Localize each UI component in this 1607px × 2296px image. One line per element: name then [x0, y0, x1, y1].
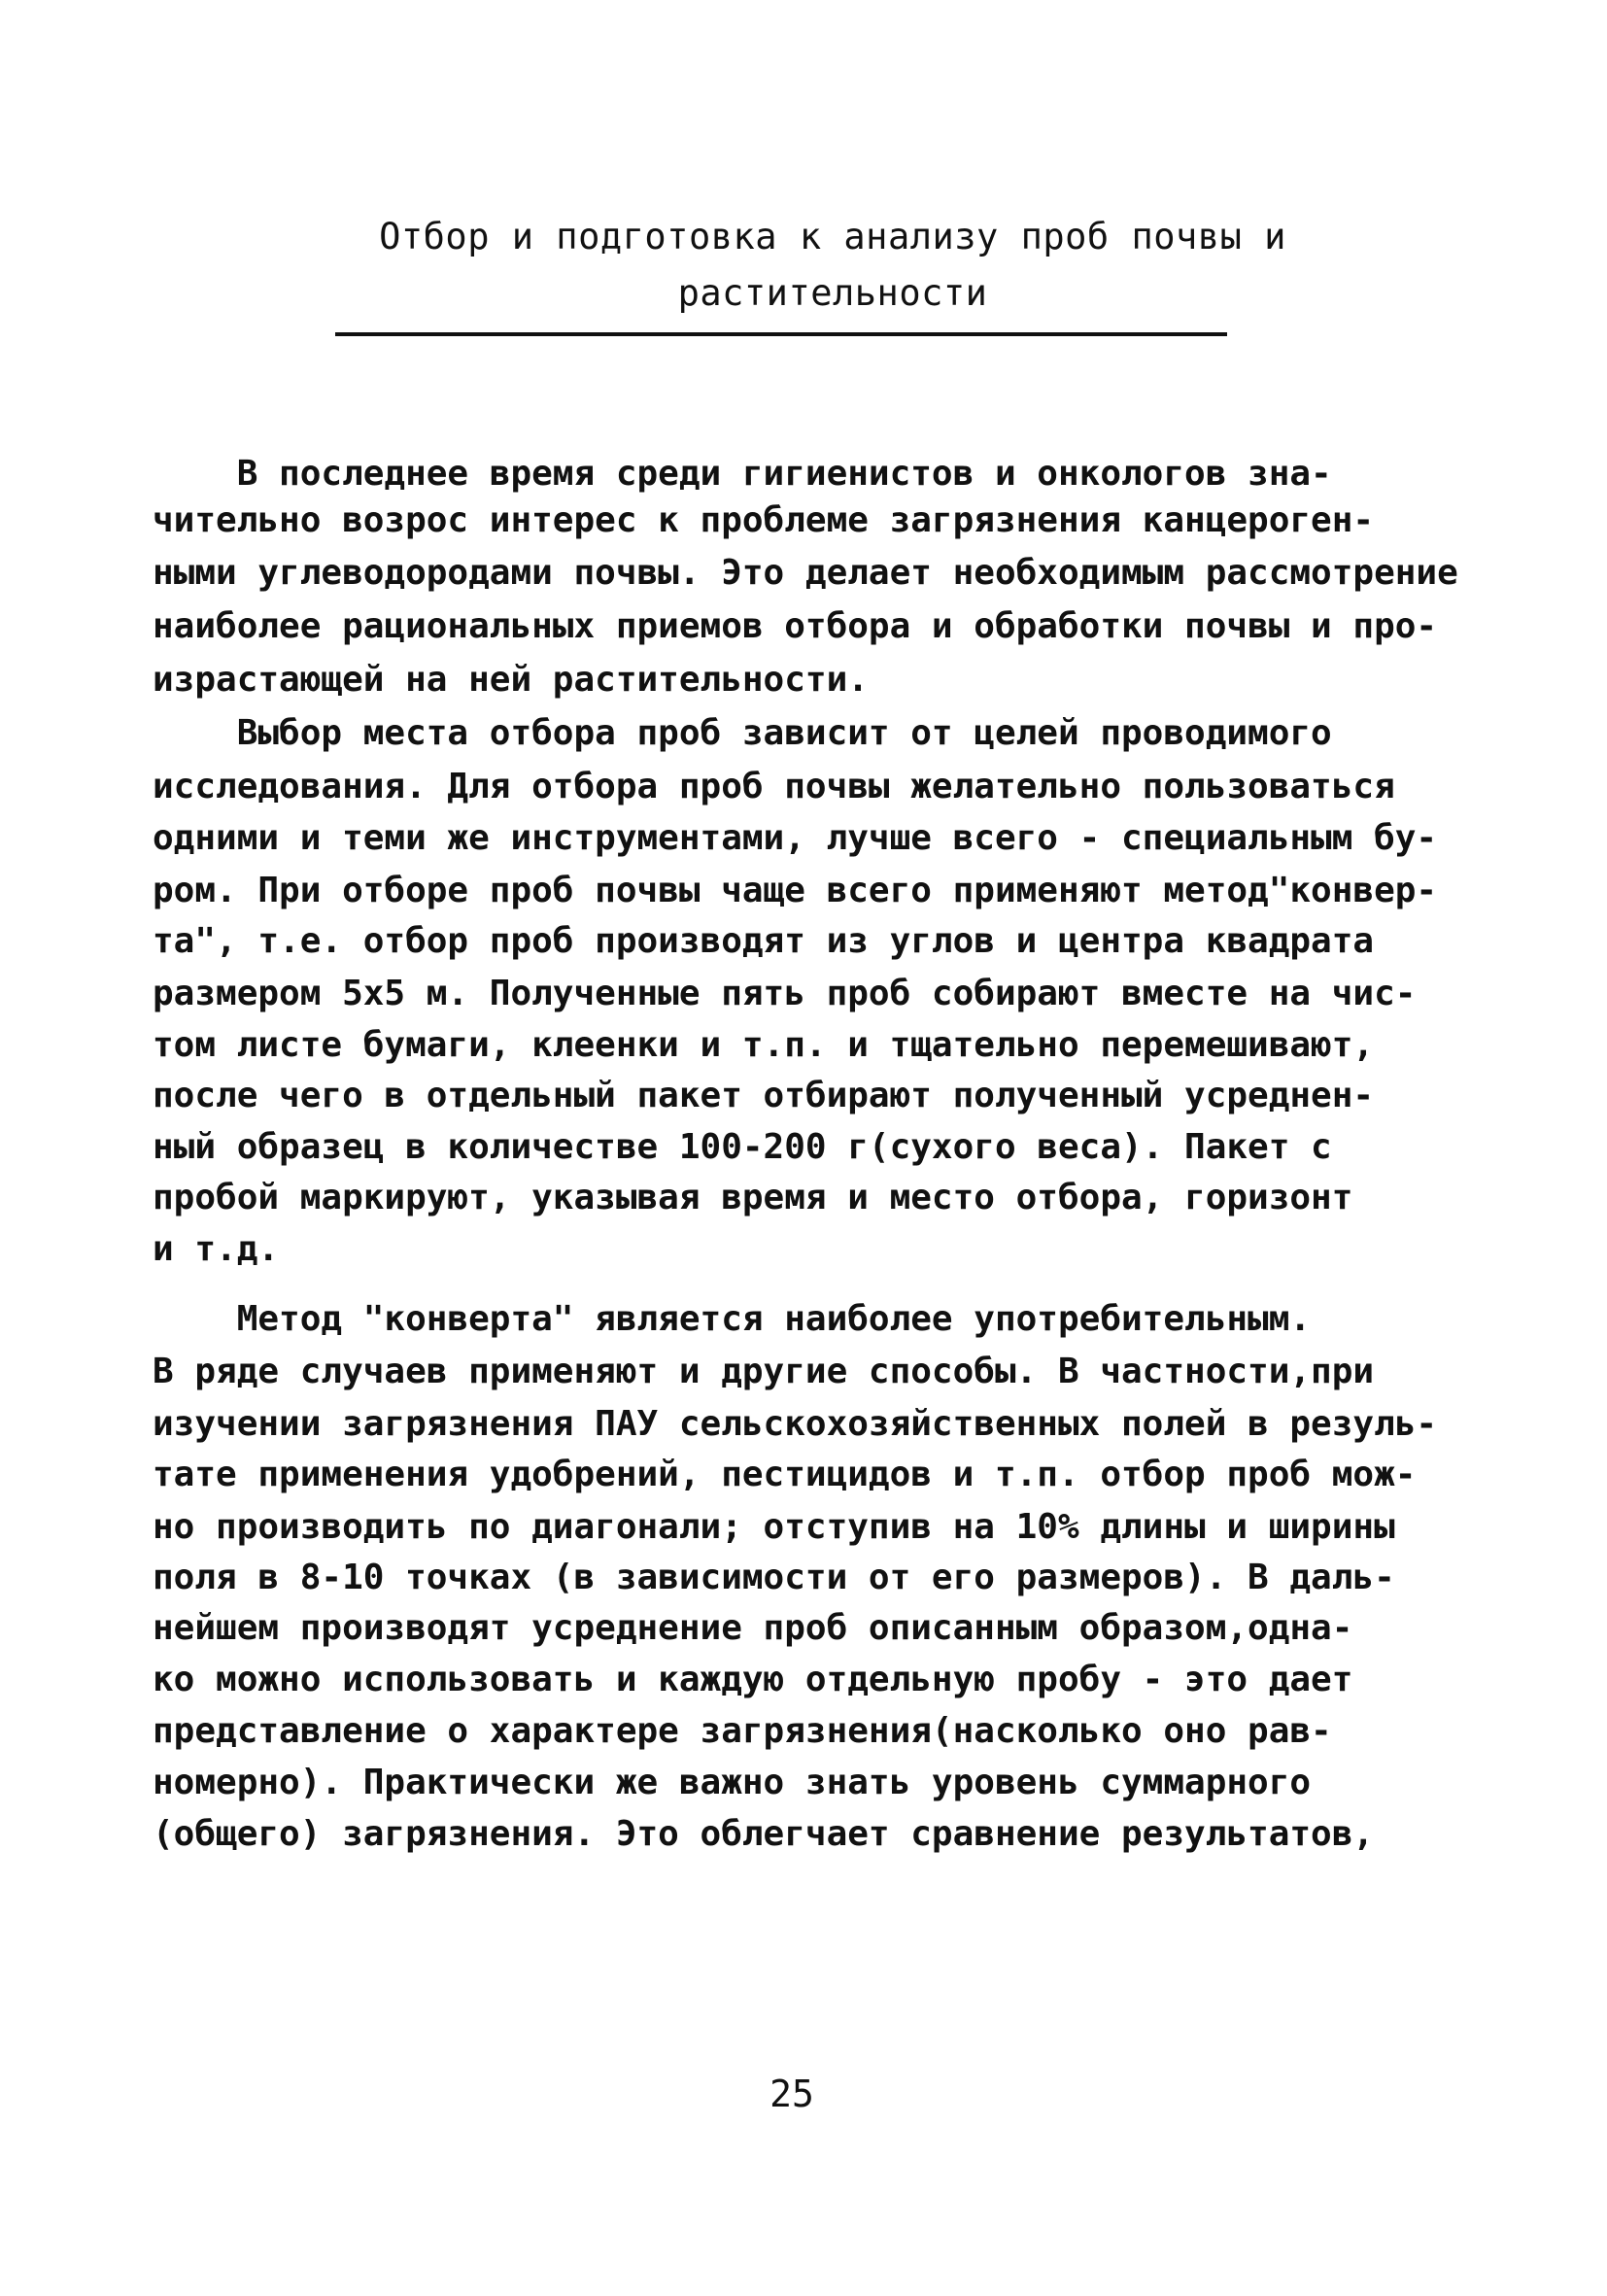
- text-line: том листе бумаги, клеенки и т.п. и тщательно перемешивают,: [153, 1025, 1375, 1065]
- text-line: изучении загрязнения ПАУ сельскохозяйственных полей в резуль-: [153, 1404, 1438, 1444]
- text-line: нейшем производят усреднение проб описанным образом,одна-: [153, 1608, 1353, 1648]
- text-line: одними и теми же инструментами, лучше всего - специальным бу-: [153, 818, 1438, 858]
- text-line: представление о характере загрязнения(насколько оно рав-: [153, 1711, 1332, 1751]
- text-line: израстающей на ней растительности.: [153, 660, 869, 700]
- text-line: (общего) загрязнения. Это облегчает сравнение результатов,: [153, 1814, 1375, 1854]
- text-line: В последнее время среди гигиенистов и онкологов зна-: [153, 454, 1332, 494]
- title-underline: [335, 332, 1227, 336]
- text-line: номерно). Практически же важно знать уровень суммарного: [153, 1763, 1312, 1802]
- text-line: после чего в отдельный пакет отбирают полученный усреднен-: [153, 1076, 1375, 1115]
- section-title-line-1: Отбор и подготовка к анализу проб почвы и: [379, 216, 1286, 257]
- text-line: чительно возрос интерес к проблеме загрязнения канцероген-: [153, 500, 1375, 540]
- text-line: ными углеводородами почвы. Это делает необходимым рассмотрение: [153, 553, 1458, 593]
- text-line: ный образец в количестве 100-200 г(сухого веса). Пакет с: [153, 1127, 1332, 1167]
- text-line: пробой маркируют, указывая время и место отбора, горизонт: [153, 1178, 1353, 1217]
- text-line: наиболее рациональных приемов отбора и обработки почвы и про-: [153, 606, 1438, 646]
- text-line: размером 5х5 м. Полученные пять проб собирают вместе на чис-: [153, 974, 1417, 1013]
- text-line: та", т.е. отбор проб производят из углов и центра квадрата: [153, 921, 1375, 961]
- page-number: 25: [769, 2073, 814, 2115]
- text-line: Метод "конверта" является наиболее употребительным.: [153, 1299, 1312, 1339]
- text-line: но производить по диагонали; отступив на 10% длины и ширины: [153, 1507, 1395, 1547]
- text-line: В ряде случаев применяют и другие способы. В частности,при: [153, 1352, 1375, 1391]
- text-line: поля в 8-10 точках (в зависимости от его размеров). В даль-: [153, 1558, 1395, 1597]
- text-line: исследования. Для отбора проб почвы желательно пользоваться: [153, 767, 1395, 806]
- text-line: ром. При отборе проб почвы чаще всего применяют метод"конвер-: [153, 871, 1438, 910]
- text-line: тате применения удобрений, пестицидов и т.п. отбор проб мож-: [153, 1455, 1417, 1494]
- section-title-line-2: растительности: [677, 272, 988, 314]
- text-line: Выбор места отбора проб зависит от целей проводимого: [153, 713, 1332, 753]
- text-line: и т.д.: [153, 1229, 280, 1269]
- text-line: ко можно использовать и каждую отдельную пробу - это дает: [153, 1660, 1353, 1699]
